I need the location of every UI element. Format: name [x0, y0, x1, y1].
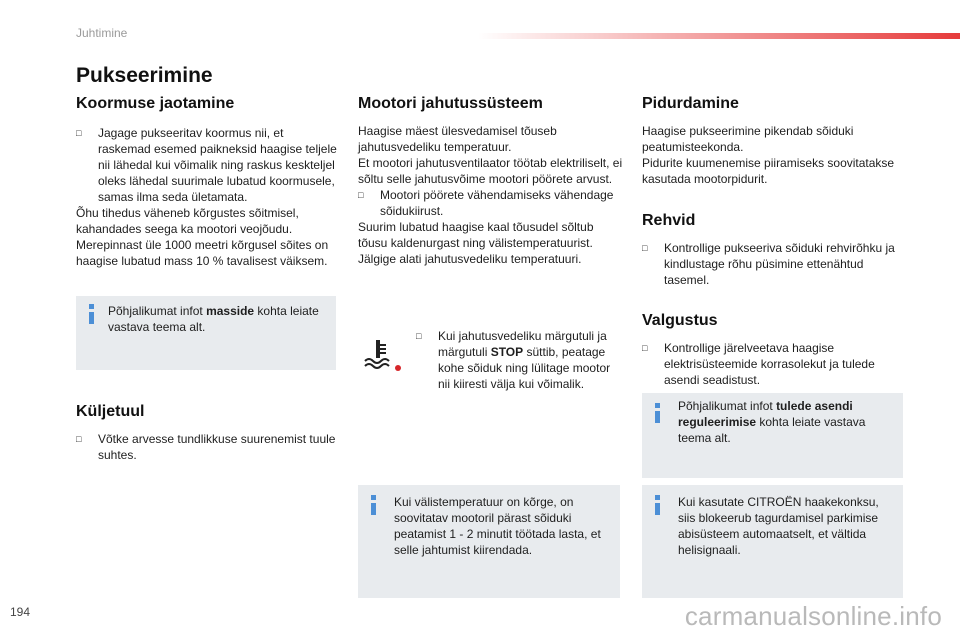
braking-section	[642, 95, 907, 187]
temperature-info-box	[358, 485, 620, 598]
cooling-bullet	[358, 187, 623, 219]
info-icon	[655, 503, 660, 515]
cooling-paragraph-3: Suurim lubatud haagise kaal tõusudel sõltub tõusu kaldenurgast ning välistemperatuurist. Jälgige alati jahutusvedeliku temperatuuri.	[358, 220, 594, 266]
headlamp-info-box	[642, 393, 903, 478]
masses-info-text: Põhjalikumat infot masside kohta leiate vastava teema alt.	[108, 304, 319, 334]
watermark: carmanualsonline.info	[684, 601, 942, 631]
crosswind-bullet	[76, 431, 338, 463]
coolant-warning	[416, 328, 621, 392]
temperature-info-text: Kui välistemperatuur on kõrge, on soovitatav mootoril pärast sõiduki peatamist 1 - 2 minutit töötada lasta, et selle jahtumist kiirendada.	[394, 495, 601, 557]
bullet-icon: □	[76, 434, 82, 444]
info-icon	[371, 503, 376, 515]
headlamp-adjust-link[interactable]: tulede asendi reguleerimise	[678, 399, 853, 429]
masses-link[interactable]: masside	[206, 304, 255, 318]
engine-cooling-section	[358, 95, 623, 267]
section-label: Juhtimine	[76, 26, 128, 40]
braking-paragraph-2: Pidurite kuumenemise piiramiseks soovitatakse kasutada mootorpidurit.	[642, 156, 895, 186]
bullet-icon: □	[642, 343, 648, 353]
page-number: 194	[10, 605, 31, 619]
coolant-temperature-warning-icon	[362, 338, 406, 372]
cooling-bullet-text: Mootori pöörete vähendamiseks vähendage sõidukiirust.	[380, 188, 614, 218]
crosswind-bullet-text: Võtke arvesse tundlikkuse suurenemist tuule suhtes.	[98, 432, 336, 462]
tyres-bullet-text: Kontrollige pukseeriva sõiduki rehvirõhku ja kindlustage rõhu püsimine ettenähtud tasemel.	[664, 241, 895, 287]
load-bullet	[76, 125, 338, 205]
info-icon	[655, 411, 660, 423]
coolant-warning-text: Kui jahutusvedeliku märgutuli ja märgutuli STOP süttib, peatage kohe sõiduk ning lülitage mootor nii kiiresti välja kui võimalik.	[438, 329, 611, 391]
towbar-info-text: Kui kasutate CITROËN haakekonksu, siis blokeerub tagurdamisel parkimise abisüsteem automaatselt, et vältida helisignaali.	[678, 495, 879, 557]
lights-bullet-text: Kontrollige järelveetava haagise elektrisüsteemide korrasolekut ja tulede asendi seadistust.	[664, 341, 875, 387]
header-accent-line	[478, 33, 960, 39]
bullet-icon: □	[358, 190, 364, 200]
masses-info-box	[76, 296, 336, 370]
cooling-heading: Mootori jahutussüsteem	[358, 95, 543, 112]
lights-heading: Valgustus	[642, 312, 718, 329]
braking-paragraph-1: Haagise pukseerimine pikendab sõiduki peatumisteekonda.	[642, 124, 854, 154]
crosswind-section	[76, 403, 338, 463]
load-paragraph: Õhu tihedus väheneb kõrgustes sõitmisel, kahandades seega ka mootori veojõudu. Merepinnast üle 1000 meetri kõrgusel sõites on haagise lubatud mass 10 % tavalisest väiksem.	[76, 206, 329, 268]
cooling-paragraph-1: Haagise mäest ülesvedamisel tõuseb jahutusvedeliku temperatuur.	[358, 124, 557, 154]
cooling-paragraph-2: Et mootori jahutusventilaator töötab elektriliselt, ei sõltu selle jahutusvõime mootori pöörete arvust.	[358, 156, 623, 186]
crosswind-heading: Küljetuul	[76, 403, 145, 420]
braking-heading: Pidurdamine	[642, 95, 739, 112]
tyres-section	[642, 212, 907, 288]
tyres-heading: Rehvid	[642, 212, 696, 229]
tyres-bullet	[642, 240, 907, 288]
load-distribution-section	[76, 95, 338, 269]
bullet-icon: □	[416, 331, 422, 341]
bullet-icon: □	[642, 243, 648, 253]
headlamp-info-text: Põhjalikumat infot tulede asendi reguleerimise kohta leiate vastava teema alt.	[678, 399, 866, 445]
info-icon	[89, 312, 94, 324]
load-bullet-text: Jagage pukseeritav koormus nii, et raskemad esemed paikneksid haagise teljele nii lähedal kui võimalik ning raskus keskteljel oleks lähedal suurimale lubatud koormusele, samas ilma seda ületamata.	[98, 126, 337, 204]
page-title: Pukseerimine	[76, 64, 213, 87]
bullet-icon: □	[76, 128, 82, 138]
load-heading: Koormuse jaotamine	[76, 95, 235, 112]
towbar-info-box	[642, 485, 903, 598]
coolant-warning-bullet	[416, 328, 621, 392]
lights-section	[642, 312, 907, 388]
lights-bullet	[642, 340, 907, 388]
